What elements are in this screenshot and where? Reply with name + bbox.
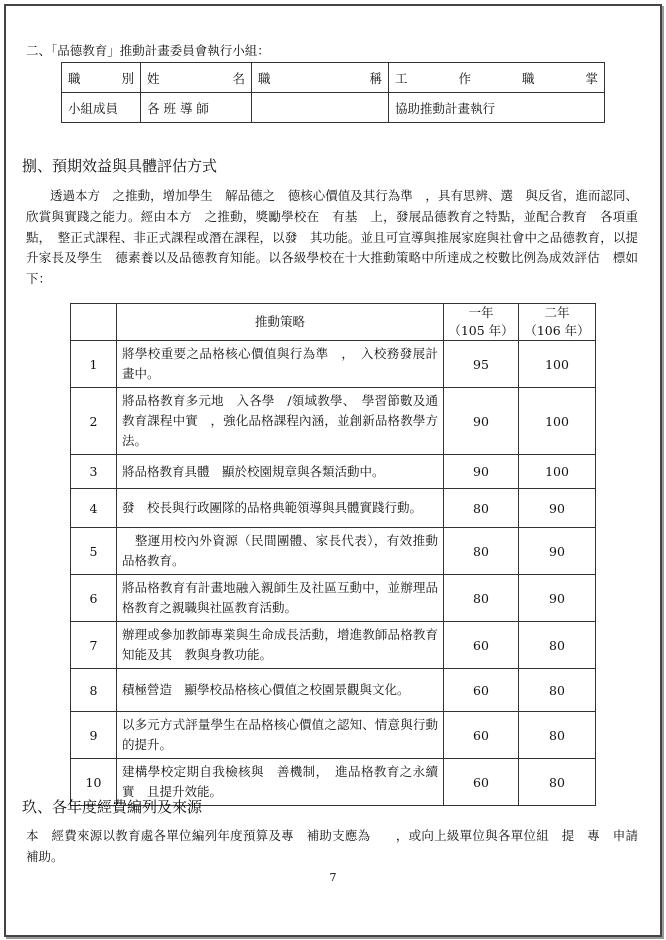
row-y1: 60 <box>444 712 519 759</box>
year1-sub: （105 年） <box>448 323 514 338</box>
page-number: 7 <box>329 871 337 884</box>
strategy-table <box>70 303 596 806</box>
header-cell: 名 <box>232 70 245 86</box>
strategy-row <box>71 489 596 528</box>
year1-label: 一年 <box>468 305 494 320</box>
strategy-row <box>71 341 596 388</box>
row-y2: 100 <box>519 388 596 455</box>
row-text: 整運用校內外資源（民間團體、家長代表），有效推動品格教育。 <box>117 528 444 575</box>
row-no: 9 <box>71 712 117 759</box>
row-y1: 80 <box>444 528 519 575</box>
header-cell: 職 <box>68 70 81 86</box>
committee-header-row <box>62 63 605 93</box>
section8-paragraph: 透過本方 之推動，增加學生 解品德之 德核心價值及其行為準 ，具有思辨、選 與反省，進而認同、欣賞與實踐之能力。經由本方 之推動，獎勵學校在 有基 上，發展品德教育之特點，並配合教育 各項重點， 整正式課程、非正式課程或潛在課程，以發 其功能。並且可宣導與推展家庭與社會中之品德教育，以提升家長及學生 德素養以及品德教育知能。以各級學校在十大推動策略中所達成之校數比例為成效評估 標如下： <box>26 188 638 287</box>
row-y2: 80 <box>519 622 596 669</box>
row-text: 積極營造 顯學校品格核心價值之校園景觀與文化。 <box>117 669 444 712</box>
row-no: 1 <box>71 341 117 388</box>
strategy-row <box>71 712 596 759</box>
row-y2: 100 <box>519 455 596 489</box>
strategy-row <box>71 622 596 669</box>
row-text: 將品格教育有計畫地融入親師生及社區互動中，並辦理品格教育之親職與社區教育活動。 <box>117 575 444 622</box>
row-y1: 80 <box>444 489 519 528</box>
section8-heading: 捌、預期效益與具體評估方式 <box>22 157 218 175</box>
header-cell: 掌 <box>585 70 598 86</box>
row-text: 建構學校定期自我檢核與 善機制， 進品格教育之永續實 且提升效能。 <box>117 759 444 806</box>
header-no <box>71 304 117 341</box>
header-strategy: 推動策略 <box>117 304 444 341</box>
row-no: 5 <box>71 528 117 575</box>
header-year2 <box>519 304 596 341</box>
year2-sub: （106 年） <box>524 323 590 338</box>
section9-paragraph: 本 經費來源以教育處各單位編列年度預算及專 補助支應為 ，或向上級單位與各單位組 提 專 申請補助。 <box>26 828 638 864</box>
committee-row <box>62 93 605 123</box>
row-y1: 80 <box>444 575 519 622</box>
row-text: 將品格教育多元地 入各學 /領域教學、 學習節數及通 教育課程中實 ，強化品格課程內涵，並創新品格教學方法。 <box>117 388 444 455</box>
committee-table <box>61 62 605 123</box>
header-cell: 職 <box>521 70 535 86</box>
header-cell: 姓 <box>147 70 160 86</box>
header-cell: 職 <box>258 70 271 86</box>
row-y1: 90 <box>444 455 519 489</box>
section9-heading: 玖、各年度經費編列及來源 <box>22 798 203 816</box>
row-text: 發 校長與行政團隊的品格典範領導與具體實踐行動。 <box>117 489 444 528</box>
member-name: 各 班 導 師 <box>141 93 252 123</box>
row-y2: 90 <box>519 575 596 622</box>
row-y1: 60 <box>444 622 519 669</box>
row-no: 4 <box>71 489 117 528</box>
header-cell: 稱 <box>369 70 382 86</box>
member-role: 小組成員 <box>62 93 141 123</box>
row-no: 7 <box>71 622 117 669</box>
row-text: 將學校重要之品格核心價值與行為準 ， 入校務發展計畫中。 <box>117 341 444 388</box>
row-y1: 60 <box>444 669 519 712</box>
header-year1 <box>444 304 519 341</box>
row-y2: 80 <box>519 712 596 759</box>
row-y2: 80 <box>519 759 596 806</box>
row-y1: 90 <box>444 388 519 455</box>
strategy-row <box>71 388 596 455</box>
row-no: 6 <box>71 575 117 622</box>
row-text: 將品格教育具體 顯於校園規章與各類活動中。 <box>117 455 444 489</box>
header-cell: 工 <box>395 70 408 86</box>
member-duty: 協助推動計畫執行 <box>389 93 605 123</box>
row-y1: 95 <box>444 341 519 388</box>
member-title <box>252 93 389 123</box>
row-text: 辦理或參加教師專業與生命成長活動，增進教師品格教育知能及其 教與身教功能。 <box>117 622 444 669</box>
row-no: 2 <box>71 388 117 455</box>
row-y1: 60 <box>444 759 519 806</box>
row-no: 3 <box>71 455 117 489</box>
row-no: 8 <box>71 669 117 712</box>
row-y2: 80 <box>519 669 596 712</box>
strategy-header-row <box>71 304 596 341</box>
row-y2: 90 <box>519 528 596 575</box>
row-y2: 90 <box>519 489 596 528</box>
strategy-row <box>71 528 596 575</box>
strategy-row <box>71 455 596 489</box>
row-text: 以多元方式評量學生在品格核心價值之認知、情意與行動的提升。 <box>117 712 444 759</box>
strategy-row <box>71 669 596 712</box>
row-y2: 100 <box>519 341 596 388</box>
header-cell: 別 <box>121 70 134 86</box>
section2-title: 二、「品德教育」推動計畫委員會執行小組： <box>26 43 270 58</box>
year2-label: 二年 <box>544 305 570 320</box>
row-no: 10 <box>71 759 117 806</box>
header-cell: 作 <box>458 70 471 86</box>
strategy-row <box>71 575 596 622</box>
